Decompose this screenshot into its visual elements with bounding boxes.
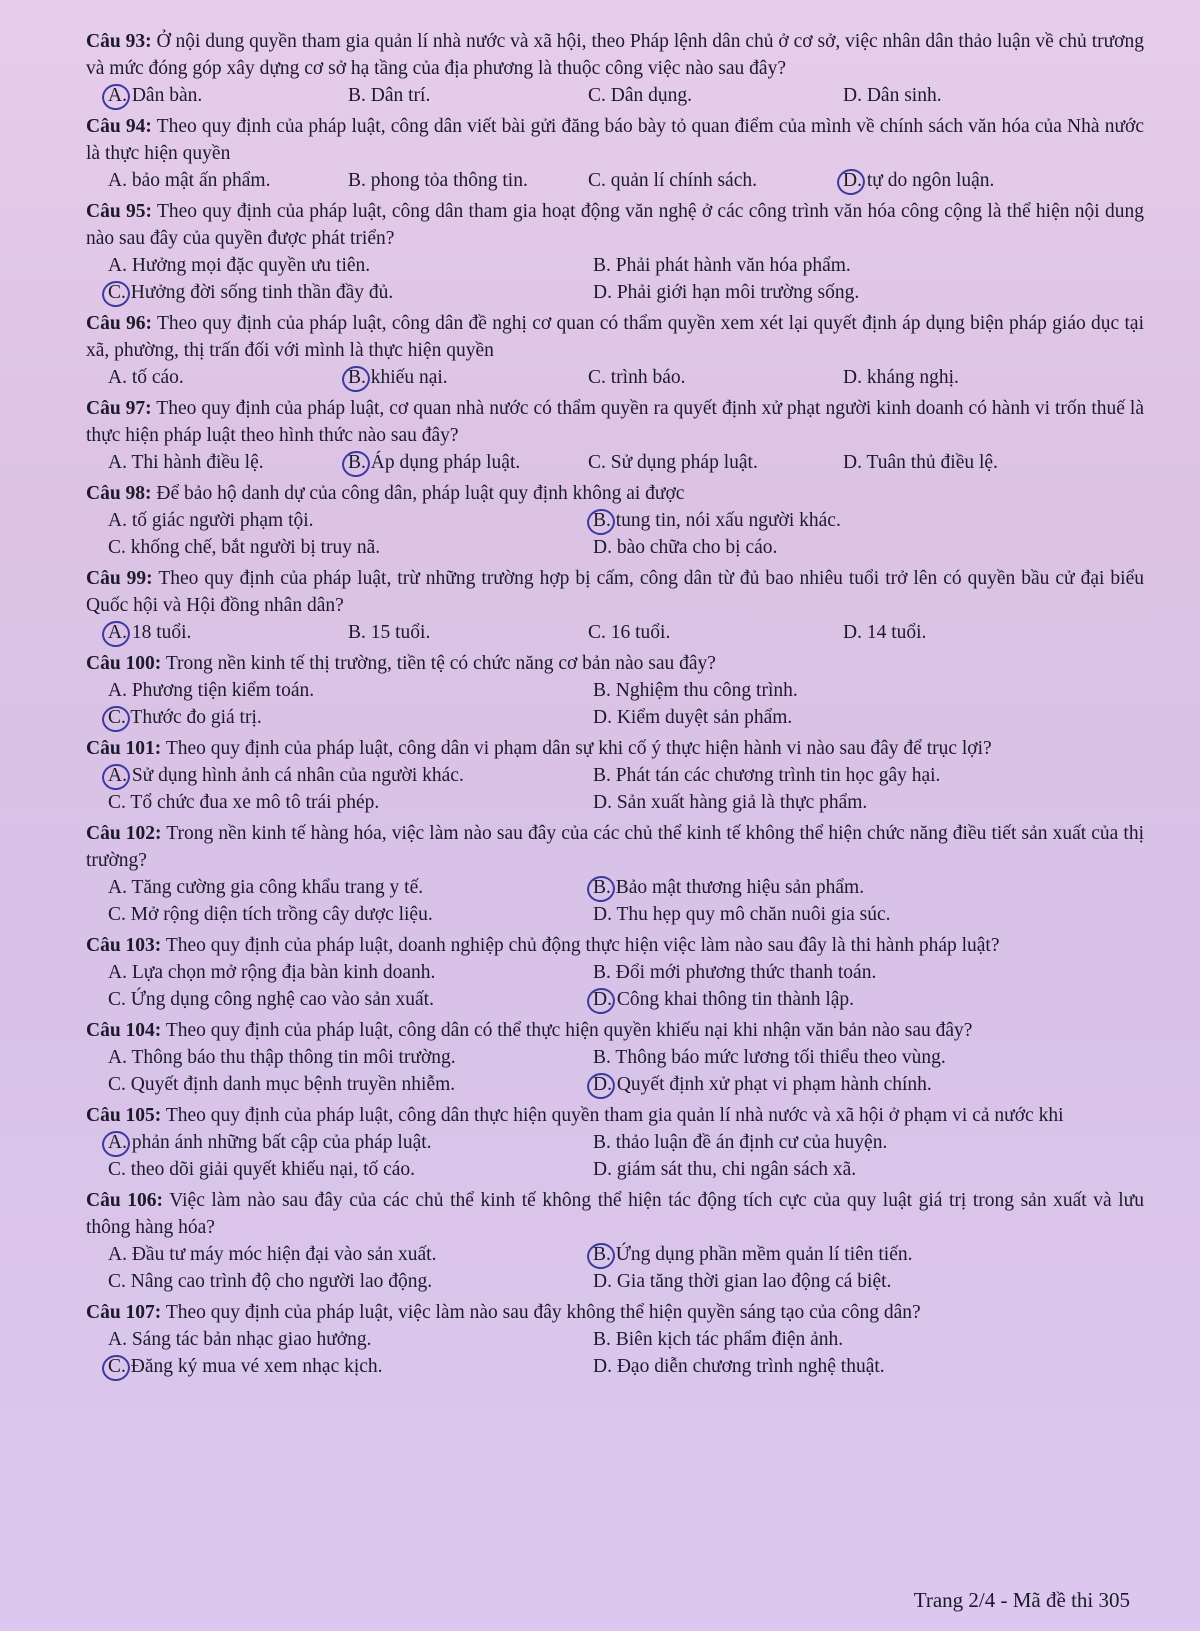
question-text: Trong nền kinh tế thị trường, tiền tệ có chức năng cơ bản nào sau đây?	[165, 653, 716, 674]
answer-options	[86, 677, 1144, 731]
answer-options	[86, 252, 1144, 306]
question-100	[86, 650, 1144, 731]
answer-option-b: B. Biên kịch tác phẩm điện ảnh.	[593, 1329, 844, 1350]
question-stem	[86, 1299, 1144, 1326]
answer-option-c: C. Hưởng đời sống tinh thần đầy đủ.	[108, 279, 593, 306]
question-number: Câu 106:	[86, 1190, 163, 1211]
question-text: Theo quy định của pháp luật, công dân đề nghị cơ quan có thẩm quyền xem xét lại quyết định áp dụng biện pháp giáo dục tại xã, phường, thị trấn đối với mình là thực hiện quyền	[86, 313, 1145, 361]
question-stem	[86, 1017, 1144, 1044]
question-number: Câu 94:	[86, 116, 152, 137]
page-footer: Trang 2/4 - Mã đề thi 305	[913, 1588, 1130, 1612]
question-95	[86, 198, 1144, 306]
answer-option-c: C. Dân dụng.	[588, 85, 692, 106]
answer-option-a: A. Phương tiện kiểm toán.	[108, 680, 315, 701]
question-105	[86, 1102, 1144, 1183]
question-stem	[86, 1187, 1144, 1241]
answer-option-d: D. Sản xuất hàng giả là thực phẩm.	[593, 792, 868, 813]
answer-option-a: A. bảo mật ấn phẩm.	[108, 170, 271, 191]
question-text: Ở nội dung quyền tham gia quản lí nhà nước và xã hội, theo Pháp lệnh dân chủ ở cơ sở, việc nhân dân thảo luận về chủ trương và mức đóng góp xây dựng cơ sở hạ tầng của địa phương là thuộc công việc nào sau đây?	[86, 31, 1144, 79]
question-stem	[86, 1102, 1144, 1129]
question-number: Câu 103:	[86, 935, 162, 956]
question-text: Theo quy định của pháp luật, công dân viết bài gửi đăng báo bày tỏ quan điểm của mình về chính sách văn hóa của Nhà nước là thực hiện quyền	[86, 116, 1144, 164]
answer-option-c: C. Sử dụng pháp luật.	[588, 452, 758, 473]
answer-option-d: D. Dân sinh.	[843, 85, 942, 106]
answer-option-d: D. tự do ngôn luận.	[843, 167, 1144, 194]
answer-option-b: B. Phải phát hành văn hóa phẩm.	[593, 255, 851, 276]
answer-option-d: D. Tuân thủ điều lệ.	[843, 452, 998, 473]
answer-option-d: D. Quyết định xử phạt vi phạm hành chính.	[593, 1071, 1144, 1098]
answer-option-a: A. Thông báo thu thập thông tin môi trường.	[108, 1047, 456, 1068]
question-stem	[86, 310, 1144, 364]
question-stem	[86, 395, 1144, 449]
question-text: Theo quy định của pháp luật, công dân thực hiện quyền tham gia quản lí nhà nước và xã hội ở phạm vi cả nước khi	[165, 1105, 1064, 1126]
answer-option-b: B. Nghiệm thu công trình.	[593, 680, 798, 701]
answer-option-b: B. Áp dụng pháp luật.	[348, 449, 588, 476]
question-number: Câu 104:	[86, 1020, 162, 1041]
answer-option-a: A. Thi hành điều lệ.	[108, 452, 264, 473]
answer-option-c: C. Quyết định danh mục bệnh truyền nhiễm.	[108, 1074, 456, 1095]
answer-option-b: B. khiếu nại.	[348, 364, 588, 391]
question-number: Câu 102:	[86, 823, 162, 844]
answer-option-b: B. tung tin, nói xấu người khác.	[593, 507, 1144, 534]
answer-option-a: A. phản ánh những bất cập của pháp luật.	[108, 1129, 593, 1156]
answer-options	[86, 1241, 1144, 1295]
question-102	[86, 820, 1144, 928]
answer-option-b: B. 15 tuổi.	[348, 622, 431, 643]
answer-option-a: A. tố cáo.	[108, 367, 184, 388]
question-text: Theo quy định của pháp luật, trừ những trường hợp bị cấm, công dân từ đủ bao nhiêu tuổi trở lên có quyền bầu cử đại biểu Quốc hội và Hội đồng nhân dân?	[86, 568, 1145, 616]
question-number: Câu 93:	[86, 31, 152, 52]
question-107	[86, 1299, 1144, 1380]
answer-option-d: D. Gia tăng thời gian lao động cá biệt.	[593, 1271, 892, 1292]
answer-option-a: A. 18 tuổi.	[108, 619, 348, 646]
question-text: Theo quy định của pháp luật, công dân có thể thực hiện quyền khiếu nại khi nhận văn bản nào sau đây?	[165, 1020, 973, 1041]
answer-option-c: C. theo dõi giải quyết khiếu nại, tố cáo.	[108, 1159, 416, 1180]
question-93	[86, 28, 1144, 109]
answer-options	[86, 1326, 1144, 1380]
question-number: Câu 97:	[86, 398, 152, 419]
answer-options	[86, 167, 1144, 194]
answer-option-a: A. tố giác người phạm tội.	[108, 510, 314, 531]
answer-options	[86, 1129, 1144, 1183]
question-text: Theo quy định của pháp luật, công dân tham gia hoạt động văn nghệ ở các công trình văn hóa công cộng là thể hiện nội dung nào sau đây của quyền được phát triển?	[86, 201, 1145, 249]
answer-option-c: C. Nâng cao trình độ cho người lao động.	[108, 1271, 433, 1292]
answer-option-b: B. Thông báo mức lương tối thiểu theo vùng.	[593, 1047, 946, 1068]
answer-option-a: A. Tăng cường gia công khẩu trang y tế.	[108, 877, 424, 898]
answer-options	[86, 959, 1144, 1013]
question-stem	[86, 650, 1144, 677]
answer-option-d: D. 14 tuổi.	[843, 622, 927, 643]
question-stem	[86, 198, 1144, 252]
question-number: Câu 96:	[86, 313, 152, 334]
answer-options	[86, 364, 1144, 391]
answer-option-a: A. Đầu tư máy móc hiện đại vào sản xuất.	[108, 1244, 437, 1265]
question-stem	[86, 565, 1144, 619]
answer-option-b: B. Bảo mật thương hiệu sản phẩm.	[593, 874, 1144, 901]
answer-option-c: C. Ứng dụng công nghệ cao vào sản xuất.	[108, 989, 434, 1010]
answer-option-a: A. Lựa chọn mở rộng địa bàn kinh doanh.	[108, 962, 436, 983]
question-97	[86, 395, 1144, 476]
question-text: Việc làm nào sau đây của các chủ thể kinh tế không thể hiện tác động tích cực của quy luật giá trị trong sản xuất và lưu thông hàng hóa?	[86, 1190, 1144, 1238]
question-number: Câu 98:	[86, 483, 152, 504]
answer-option-d: D. Thu hẹp quy mô chăn nuôi gia súc.	[593, 904, 891, 925]
answer-options	[86, 1044, 1144, 1098]
answer-option-d: D. kháng nghị.	[843, 367, 959, 388]
answer-option-c: C. quản lí chính sách.	[588, 170, 757, 191]
answer-option-b: B. phong tỏa thông tin.	[348, 170, 528, 191]
question-stem	[86, 932, 1144, 959]
question-stem	[86, 820, 1144, 874]
answer-option-b: B. Đổi mới phương thức thanh toán.	[593, 962, 877, 983]
answer-option-c: C. trình báo.	[588, 367, 686, 388]
answer-option-b: B. Ứng dụng phần mềm quản lí tiên tiến.	[593, 1241, 1144, 1268]
question-number: Câu 100:	[86, 653, 162, 674]
answer-option-c: C. khống chế, bắt người bị truy nã.	[108, 537, 381, 558]
question-101	[86, 735, 1144, 816]
answer-option-d: D. Đạo diễn chương trình nghệ thuật.	[593, 1356, 885, 1377]
answer-option-d: D. Phải giới hạn môi trường sống.	[593, 282, 860, 303]
question-96	[86, 310, 1144, 391]
question-stem	[86, 480, 1144, 507]
answer-option-b: B. thảo luận đề án định cư của huyện.	[593, 1132, 888, 1153]
question-number: Câu 95:	[86, 201, 152, 222]
question-98	[86, 480, 1144, 561]
answer-options	[86, 449, 1144, 476]
question-text: Để bảo hộ danh dự của công dân, pháp luật quy định không ai được	[156, 483, 685, 504]
question-text: Trong nền kinh tế hàng hóa, việc làm nào sau đây của các chủ thể kinh tế không thể hiện chức năng điều tiết sản xuất của thị trường?	[86, 823, 1144, 871]
question-99	[86, 565, 1144, 646]
question-list	[86, 28, 1144, 1380]
answer-options	[86, 507, 1144, 561]
question-stem	[86, 28, 1144, 82]
question-103	[86, 932, 1144, 1013]
question-number: Câu 99:	[86, 568, 153, 589]
question-text: Theo quy định của pháp luật, doanh nghiệp chủ động thực hiện việc làm nào sau đây là thi hành pháp luật?	[165, 935, 1000, 956]
answer-option-c: C. 16 tuổi.	[588, 622, 671, 643]
question-106	[86, 1187, 1144, 1295]
answer-options	[86, 874, 1144, 928]
question-number: Câu 101:	[86, 738, 162, 759]
question-104	[86, 1017, 1144, 1098]
question-text: Theo quy định của pháp luật, việc làm nào sau đây không thể hiện quyền sáng tạo của công dân?	[165, 1302, 921, 1323]
answer-option-c: C. Mở rộng diện tích trồng cây dược liệu.	[108, 904, 433, 925]
answer-options	[86, 82, 1144, 109]
answer-option-c: C. Thước đo giá trị.	[108, 704, 593, 731]
question-text: Theo quy định của pháp luật, công dân vi phạm dân sự khi cố ý thực hiện hành vi nào sau đây để trục lợi?	[165, 738, 992, 759]
answer-options	[86, 619, 1144, 646]
answer-option-a: A. Sáng tác bản nhạc giao hưởng.	[108, 1329, 372, 1350]
answer-option-d: D. giám sát thu, chi ngân sách xã.	[593, 1159, 857, 1180]
answer-option-a: A. Hưởng mọi đặc quyền ưu tiên.	[108, 255, 371, 276]
question-number: Câu 107:	[86, 1302, 162, 1323]
answer-option-c: C. Đăng ký mua vé xem nhạc kịch.	[108, 1353, 593, 1380]
answer-option-a: A. Dân bàn.	[108, 82, 348, 109]
answer-option-b: B. Phát tán các chương trình tin học gây hại.	[593, 765, 941, 786]
question-text: Theo quy định của pháp luật, cơ quan nhà nước có thẩm quyền ra quyết định xử phạt người kinh doanh có hành vi trốn thuế là thực hiện pháp luật theo hình thức nào sau đây?	[86, 398, 1144, 446]
answer-option-b: B. Dân trí.	[348, 85, 431, 106]
answer-option-d: D. Kiểm duyệt sản phẩm.	[593, 707, 793, 728]
answer-option-d: D. Công khai thông tin thành lập.	[593, 986, 1144, 1013]
answer-option-d: D. bào chữa cho bị cáo.	[593, 537, 778, 558]
answer-options	[86, 762, 1144, 816]
question-stem	[86, 735, 1144, 762]
question-94	[86, 113, 1144, 194]
question-stem	[86, 113, 1144, 167]
answer-option-c: C. Tổ chức đua xe mô tô trái phép.	[108, 792, 380, 813]
answer-option-a: A. Sử dụng hình ảnh cá nhân của người khác.	[108, 762, 593, 789]
question-number: Câu 105:	[86, 1105, 162, 1126]
